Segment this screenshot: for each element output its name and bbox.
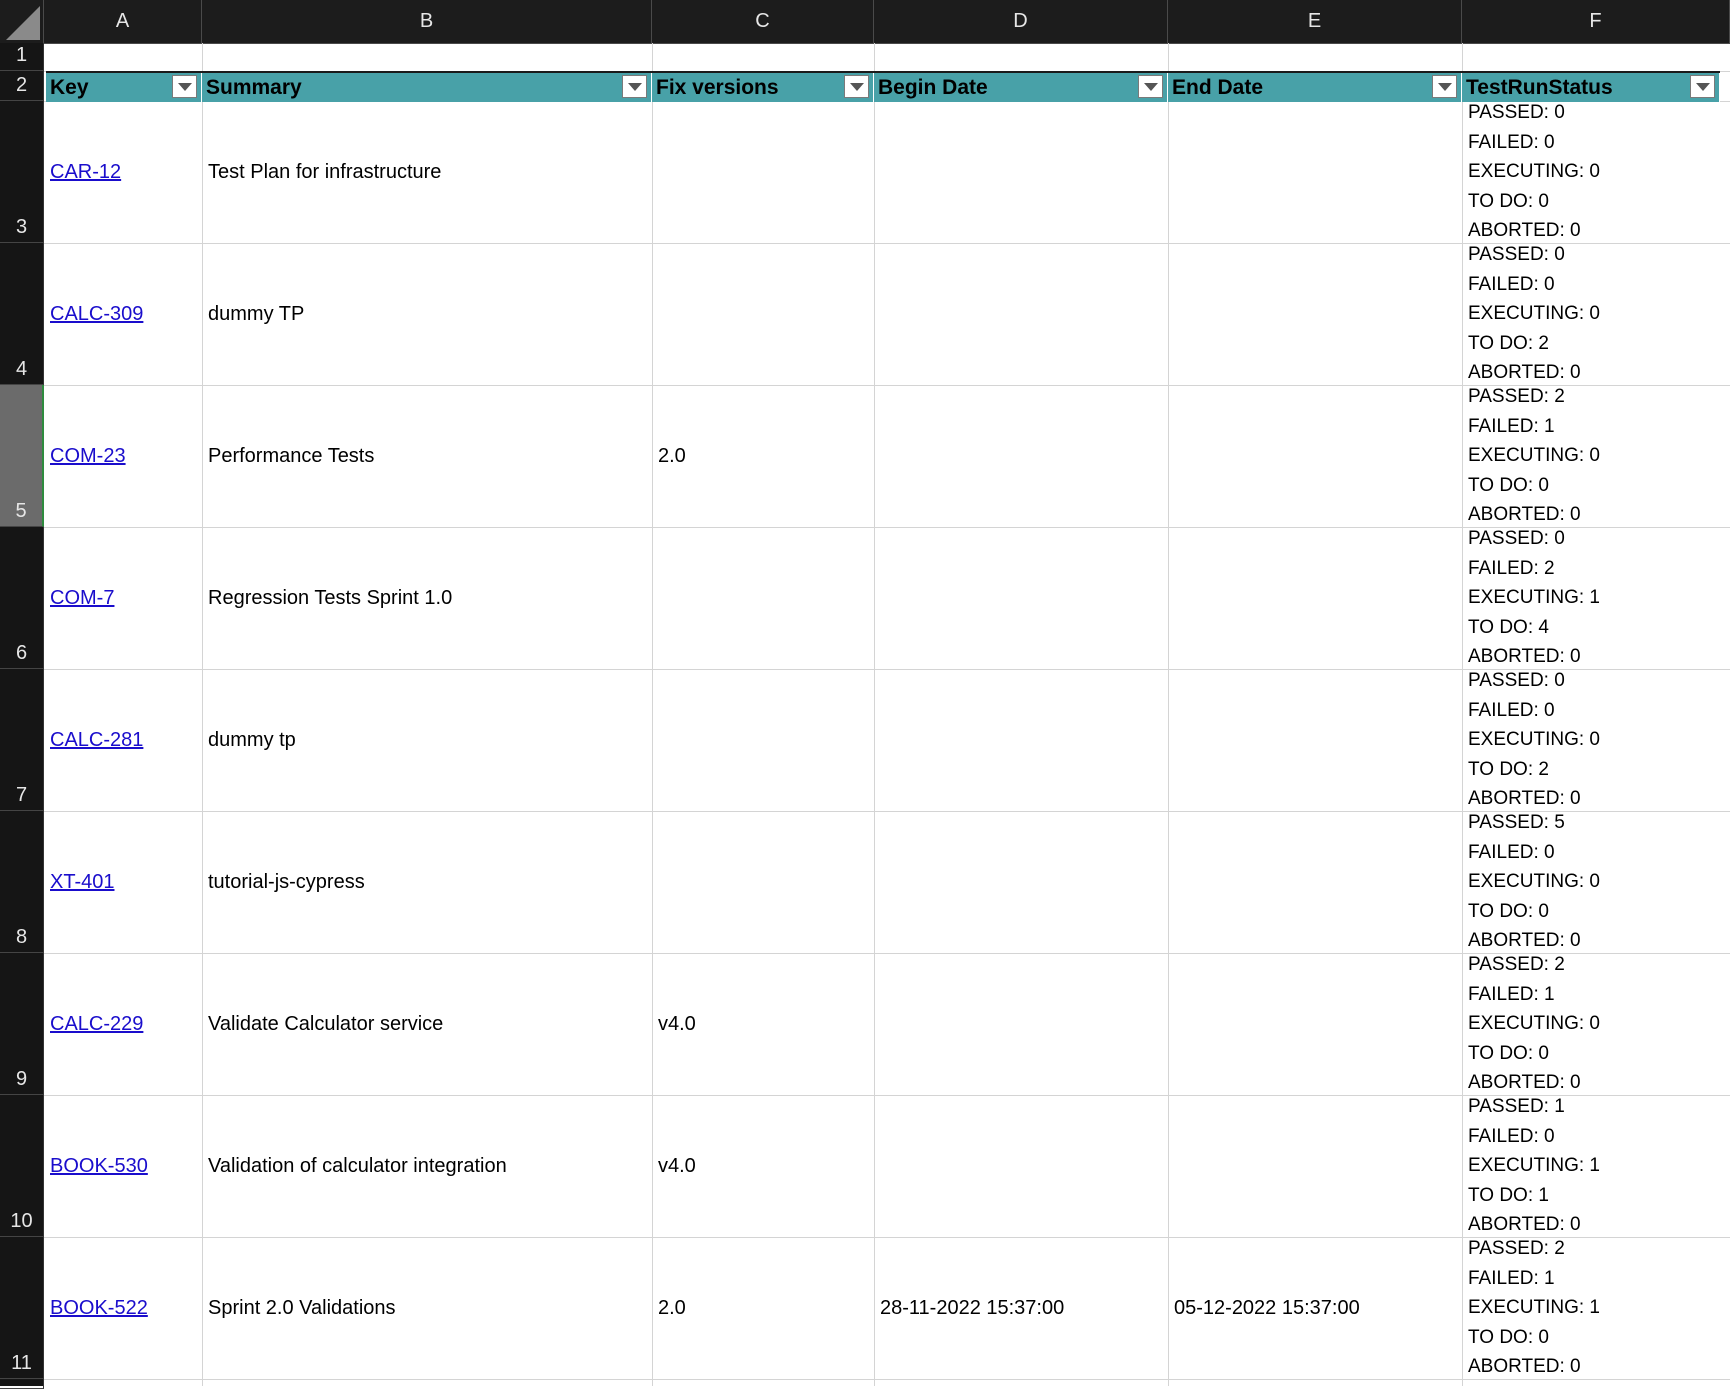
status-line: TO DO: 4 — [1468, 616, 1549, 638]
cell-test-run-status[interactable] — [1464, 1237, 1730, 1379]
status-line: FAILED: 1 — [1468, 1267, 1555, 1289]
status-line: EXECUTING: 0 — [1468, 445, 1600, 467]
cell-summary[interactable]: Test Plan for infrastructure — [208, 160, 442, 183]
status-line: FAILED: 2 — [1468, 557, 1555, 579]
cell-summary[interactable]: Performance Tests — [208, 444, 375, 467]
status-line: TO DO: 0 — [1468, 1326, 1549, 1348]
status-line: ABORTED: 0 — [1468, 1072, 1581, 1094]
filter-dropdown-button[interactable] — [1138, 75, 1163, 98]
cell-summary[interactable]: Validate Calculator service — [208, 1012, 444, 1035]
column-header-f[interactable]: F — [1462, 0, 1730, 43]
table-header-begin-date — [874, 73, 1168, 102]
row-gridline — [44, 1379, 1730, 1380]
key-link[interactable]: BOOK-522 — [50, 1296, 148, 1319]
status-line: TO DO: 1 — [1468, 1184, 1549, 1206]
status-line: PASSED: 0 — [1468, 102, 1565, 123]
filter-dropdown-button[interactable] — [1690, 75, 1715, 98]
select-all-button[interactable] — [0, 0, 44, 43]
row-header-column — [0, 43, 44, 1386]
column-gridline — [874, 43, 875, 1386]
cell-end-date[interactable] — [1170, 811, 1462, 953]
row-header-7[interactable]: 7 — [0, 669, 44, 811]
row-header-partial[interactable] — [0, 1379, 44, 1389]
status-line: FAILED: 0 — [1468, 841, 1555, 863]
status-line: PASSED: 2 — [1468, 954, 1565, 975]
cell-summary[interactable]: Regression Tests Sprint 1.0 — [208, 586, 453, 609]
row-header-1[interactable]: 1 — [0, 43, 44, 71]
status-line: FAILED: 0 — [1468, 131, 1555, 153]
cell-test-run-status[interactable] — [1464, 811, 1730, 953]
cell-begin-date[interactable] — [876, 811, 1168, 953]
status-line: FAILED: 1 — [1468, 415, 1555, 437]
cell-fix-versions[interactable]: v4.0 — [658, 1154, 696, 1177]
status-line: ABORTED: 0 — [1468, 930, 1581, 952]
table-header-label: Fix versions — [656, 76, 779, 99]
key-link[interactable]: COM-7 — [50, 586, 115, 609]
cell-test-run-status[interactable] — [1464, 243, 1730, 385]
cell-summary[interactable]: dummy tp — [208, 728, 296, 751]
key-link[interactable]: CALC-309 — [50, 302, 144, 325]
cell-fix-versions[interactable] — [654, 101, 874, 243]
filter-dropdown-button[interactable] — [844, 75, 869, 98]
key-link[interactable]: CAR-12 — [50, 160, 122, 183]
status-line: ABORTED: 0 — [1468, 646, 1581, 668]
row-header-11[interactable]: 11 — [0, 1237, 44, 1379]
cell-summary[interactable]: tutorial-js-cypress — [208, 870, 365, 893]
cell-begin-date[interactable]: 28-11-2022 15:37:00 — [880, 1296, 1065, 1319]
cell-fix-versions[interactable]: v4.0 — [658, 1012, 696, 1035]
cell-end-date[interactable] — [1170, 1095, 1462, 1237]
status-line: PASSED: 1 — [1468, 1096, 1565, 1117]
cell-fix-versions[interactable]: 2.0 — [658, 444, 686, 467]
status-line: ABORTED: 0 — [1468, 1214, 1581, 1236]
cell-test-run-status[interactable] — [1464, 101, 1730, 243]
cell-begin-date[interactable] — [876, 953, 1168, 1095]
cell-end-date[interactable] — [1170, 527, 1462, 669]
cell-begin-date[interactable] — [876, 669, 1168, 811]
cell-test-run-status[interactable] — [1464, 385, 1730, 527]
table-header-label: Begin Date — [878, 76, 988, 99]
status-line: EXECUTING: 0 — [1468, 161, 1600, 183]
cell-test-run-status[interactable] — [1464, 527, 1730, 669]
key-link[interactable]: CALC-229 — [50, 1012, 144, 1035]
cell-end-date[interactable] — [1170, 101, 1462, 243]
table-header-key — [46, 73, 202, 102]
column-header-e[interactable]: E — [1168, 0, 1462, 43]
row-header-2[interactable]: 2 — [0, 71, 44, 101]
table-header-label: Summary — [206, 76, 302, 99]
cell-test-run-status[interactable] — [1464, 669, 1730, 811]
column-header-row — [0, 0, 1730, 44]
status-line: ABORTED: 0 — [1468, 220, 1581, 242]
filter-dropdown-button[interactable] — [622, 75, 647, 98]
row-header-9[interactable]: 9 — [0, 953, 44, 1095]
row-header-6[interactable]: 6 — [0, 527, 44, 669]
row-header-5[interactable]: 5 — [0, 385, 44, 527]
key-link[interactable]: XT-401 — [50, 870, 115, 893]
status-line: FAILED: 1 — [1468, 983, 1555, 1005]
status-line: TO DO: 0 — [1468, 900, 1549, 922]
row-header-4[interactable]: 4 — [0, 243, 44, 385]
status-line: PASSED: 5 — [1468, 812, 1565, 833]
status-line: TO DO: 2 — [1468, 758, 1549, 780]
status-line: PASSED: 0 — [1468, 528, 1565, 549]
cell-test-run-status[interactable] — [1464, 953, 1730, 1095]
table-header-summary — [202, 73, 652, 102]
cell-end-date[interactable] — [1170, 953, 1462, 1095]
cell-test-run-status[interactable] — [1464, 1095, 1730, 1237]
table-header-label: Key — [50, 76, 89, 99]
cell-begin-date[interactable] — [876, 385, 1168, 527]
column-gridline — [202, 43, 203, 1386]
column-header-b[interactable]: B — [202, 0, 652, 43]
status-line: EXECUTING: 0 — [1468, 871, 1600, 893]
row-header-3[interactable]: 3 — [0, 101, 44, 243]
status-line: PASSED: 2 — [1468, 1238, 1565, 1259]
cell-end-date[interactable] — [1170, 385, 1462, 527]
status-line: PASSED: 0 — [1468, 670, 1565, 691]
table-header-end-date — [1168, 73, 1462, 102]
column-gridline — [1168, 43, 1169, 1386]
table-header-fix-versions — [652, 73, 874, 102]
status-line: ABORTED: 0 — [1468, 788, 1581, 810]
cell-fix-versions[interactable] — [654, 243, 874, 385]
cell-summary[interactable]: Validation of calculator integration — [208, 1154, 507, 1177]
cell-summary[interactable]: Sprint 2.0 Validations — [208, 1296, 396, 1319]
status-line: EXECUTING: 1 — [1468, 1297, 1600, 1319]
cell-begin-date[interactable] — [876, 243, 1168, 385]
cell-end-date[interactable] — [1170, 243, 1462, 385]
status-line: PASSED: 2 — [1468, 386, 1565, 407]
table-header-label: End Date — [1172, 76, 1264, 99]
row-header-8[interactable]: 8 — [0, 811, 44, 953]
column-header-c[interactable]: C — [652, 0, 874, 43]
status-line: EXECUTING: 0 — [1468, 1013, 1600, 1035]
cell-begin-date[interactable] — [876, 527, 1168, 669]
status-line: EXECUTING: 1 — [1468, 1155, 1600, 1177]
status-line: EXECUTING: 0 — [1468, 729, 1600, 751]
table-header-row — [46, 71, 1720, 102]
status-line: ABORTED: 0 — [1468, 362, 1581, 384]
cell-fix-versions[interactable] — [654, 527, 874, 669]
cell-fix-versions[interactable] — [654, 811, 874, 953]
column-header-a[interactable]: A — [44, 0, 202, 43]
status-line: FAILED: 0 — [1468, 699, 1555, 721]
status-line: ABORTED: 0 — [1468, 1356, 1581, 1378]
table-header-test-run-status — [1462, 73, 1720, 102]
status-line: ABORTED: 0 — [1468, 504, 1581, 526]
select-all-icon — [6, 6, 40, 40]
status-line: PASSED: 0 — [1468, 244, 1565, 265]
status-line: TO DO: 2 — [1468, 332, 1549, 354]
column-gridline — [1462, 43, 1463, 1386]
row-header-10[interactable]: 10 — [0, 1095, 44, 1237]
filter-dropdown-button[interactable] — [1432, 75, 1457, 98]
cell-fix-versions[interactable] — [654, 669, 874, 811]
status-line: FAILED: 0 — [1468, 273, 1555, 295]
column-gridline — [652, 43, 653, 1386]
cell-summary[interactable]: dummy TP — [208, 302, 305, 325]
cell-end-date[interactable] — [1170, 669, 1462, 811]
status-line: TO DO: 0 — [1468, 190, 1549, 212]
key-link[interactable]: BOOK-530 — [50, 1154, 148, 1177]
status-line: TO DO: 0 — [1468, 1042, 1549, 1064]
column-header-d[interactable]: D — [874, 0, 1168, 43]
table-header-label: TestRunStatus — [1466, 76, 1613, 99]
cell-fix-versions[interactable]: 2.0 — [658, 1296, 686, 1319]
status-line: TO DO: 0 — [1468, 474, 1549, 496]
status-line: FAILED: 0 — [1468, 1125, 1555, 1147]
cell-begin-date[interactable] — [876, 101, 1168, 243]
cell-begin-date[interactable] — [876, 1095, 1168, 1237]
status-line: EXECUTING: 0 — [1468, 303, 1600, 325]
status-line: EXECUTING: 1 — [1468, 587, 1600, 609]
cell-end-date[interactable]: 05-12-2022 15:37:00 — [1174, 1296, 1360, 1319]
key-link[interactable]: CALC-281 — [50, 728, 144, 751]
filter-dropdown-button[interactable] — [172, 75, 197, 98]
key-link[interactable]: COM-23 — [50, 444, 126, 467]
